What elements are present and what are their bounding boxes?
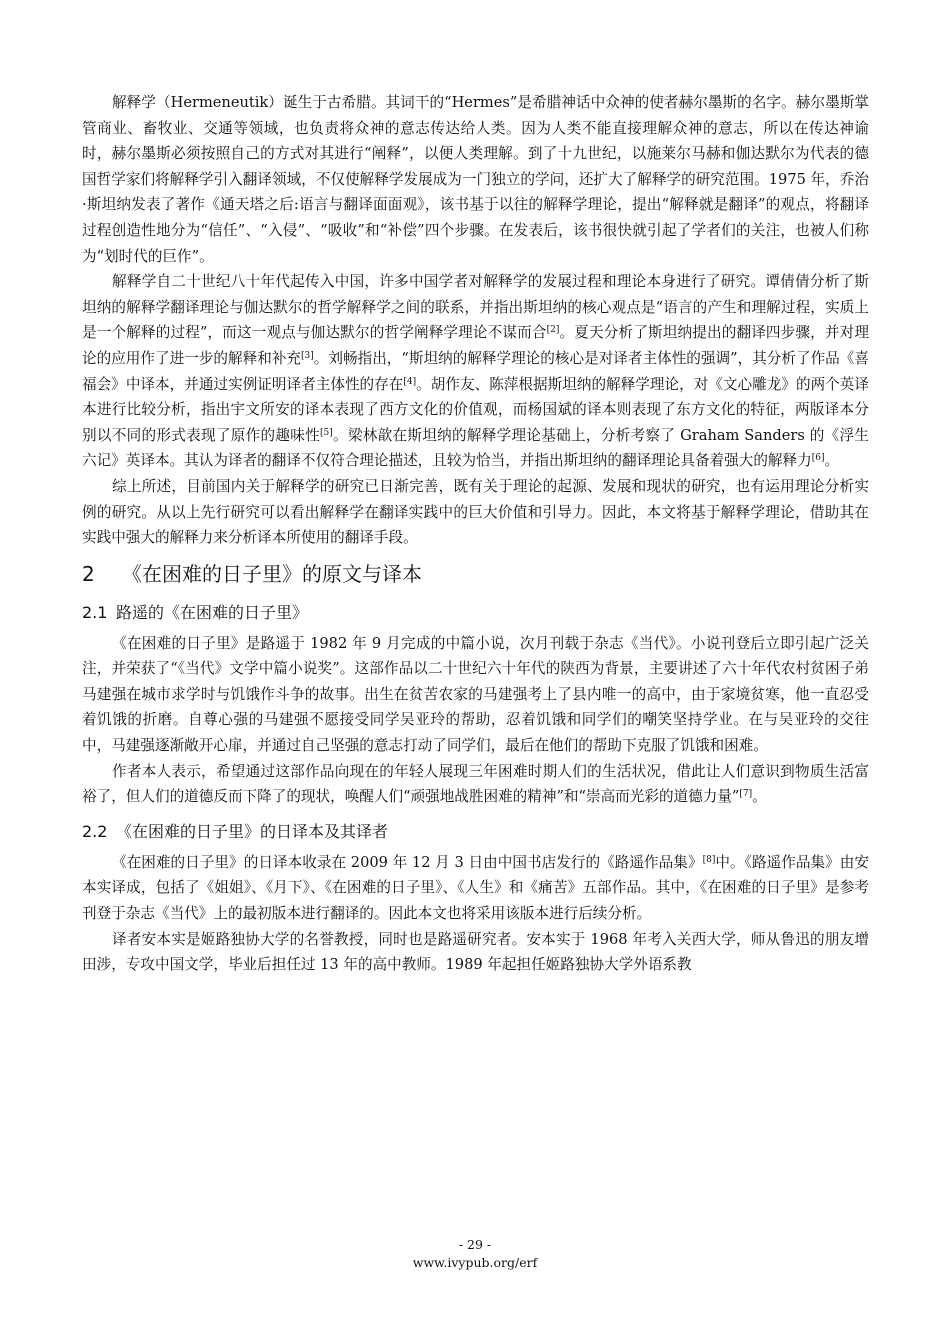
section-heading-2 <box>82 555 869 593</box>
subsection-heading-2-1 <box>82 595 869 631</box>
footer-url[interactable]: www.ivypub.org/erf <box>412 1255 538 1270</box>
paragraph-text: 作者本人表示，希望通过这部作品向现在的年轻人展现三年困难时期人们的生活状况，借此让人们意识到物质生活富裕了，但人们的道德反而下降了的现状，唤醒人们“顽强地战胜困难的精神”和“崇高而光彩的道德力量” <box>82 762 869 806</box>
paragraph-text: 。梁林歆在斯坦纳的解释学理论基础上，分析考察了 Graham Sanders 的《浮生六记》英译本。其认为译者的翻译不仅符合理论描述，且较为恰当，并指出斯坦纳的翻译理论具备着强大的解释力 <box>82 426 869 470</box>
section-2-2-paragraph-1 <box>82 850 869 927</box>
citation-4[interactable]: [4] <box>403 376 417 387</box>
intro-paragraph-3: 综上所述，目前国内关于解释学的研究已日渐完善，既有关于理论的起源、发展和现状的研究，也有运用理论分析实例的研究。从以上先行研究可以看出解释学在翻译实践中的巨大价值和引导力。因此，本文将基于解释学理论，借助其在实践中强大的解释力来分析译本所使用的翻译手段。 <box>82 477 869 547</box>
citation-5[interactable]: [5] <box>320 427 333 438</box>
section-2-1-paragraph-1: 《在困难的日子里》是路遥于 1982 年 9 月完成的中篇小说，次月刊载于杂志《当代》。小说刊登后立即引起广泛关注，并荣获了“《当代》文学中篇小说奖”。这部作品以二十世纪六十年代的陕西为背景，主要讲述了六十年代农村贫困子弟马建强在城市求学时与饥饿作斗争的故事。出生在贫苦农家的马建强考上了县内唯一的高中，由于家境贫寒，他一直忍受着饥饿的折磨。自尊心强的马建强不愿接受同学吴亚玲的帮助，忍着饥饿和同学们的嘲笑坚持学业。在与吴亚玲的交往中，马建强逐渐敞开心扉，并通过自己坚强的意志打动了同学们，最后在他们的帮助下克服了饥饿和困难。 <box>82 634 869 755</box>
subsection-number: 2.2 <box>82 821 108 841</box>
page-body <box>82 90 869 978</box>
paragraph-text: 。夏天分析了斯坦纳提出的翻译四步骤，并对理论的应用作了进一步的解释和补充 <box>82 324 869 367</box>
citation-6[interactable]: [6] <box>811 453 825 464</box>
intro-paragraph-2 <box>82 269 869 474</box>
citation-7[interactable]: [7] <box>739 789 753 800</box>
subsection-title: 路遥的《在困难的日子里》 <box>116 602 309 622</box>
section-2-2-paragraph-2: 译者安本实是姬路独协大学的名誉教授，同时也是路遥研究者。安本实于 1968 年考入关西大学，师从鲁迅的朋友增田涉，专攻中国文学，毕业后担任过 13 年的高中教师。1989 年起担任姬路独协大学外语系教 <box>82 930 869 974</box>
paragraph-text: 。 <box>752 788 767 806</box>
section-number: 2 <box>82 561 95 586</box>
subsection-number: 2.1 <box>82 602 108 622</box>
page-number: - 29 - <box>458 1237 492 1252</box>
citation-3[interactable]: [3] <box>301 350 314 361</box>
paragraph-text: 解释学自二十世纪八十年代起传入中国，许多中国学者对解释学的发展过程和理论本身进行了研究。谭倩倩分析了斯坦纳的解释学翻译理论与伽达默尔的哲学解释学之间的联系，并指出斯坦纳的核心观点是“语言的产生和理解过程，实质上是一个解释的过程”，而这一观点与伽达默尔的哲学阐释学理论不谋而合 <box>82 273 869 342</box>
paragraph-text: 。刘畅指出，“斯坦纳的解释学理论的核心是对译者主体性的强调”，其分析了作品《喜福会》中译本，并通过实例证明译者主体性的存在 <box>82 349 869 393</box>
paragraph-text: 中。《路遥作品集》由安本实译成，包括了《姐姐》、《月下》、《在困难的日子里》、《人生》和《痛苦》五部作品。其中，《在困难的日子里》是参考刊登于杂志《当代》上的最初版本进行翻译的。因此本文也将采用该版本进行后续分析。 <box>82 853 869 923</box>
intro-paragraph-1: 解释学（Hermeneutik）诞生于古希腊。其词干的“Hermes”是希腊神话中众神的使者赫尔墨斯的名字。赫尔墨斯掌管商业、畜牧业、交通等领域，也负责将众神的意志传达给人类。因为人类不能直接理解众神的意志，所以在传达神谕时，赫尔墨斯必须按照自己的方式对其进行“阐释”，以便人类理解。到了十九世纪，以施莱尔马赫和伽达默尔为代表的德国哲学家们将解释学引入翻译领域，不仅使解释学发展成为一门独立的学问，还扩大了解释学的研究范围。1975 年，乔治·斯坦纳发表了著作《通天塔之后:语言与翻译面面观》，该书基于以往的解释学理论，提出“解释就是翻译”的观点，将翻译过程创造性地分为“信任”、“入侵”、“吸收”和“补偿”四个步骤。在发表后，该书很快就引起了学者们的关注，也被人们称为“划时代的巨作”。 <box>82 94 869 265</box>
paragraph-text: 《在困难的日子里》的日译本收录在 2009 年 12 月 3 日由中国书店发行的《路遥作品集》 <box>112 853 703 871</box>
citation-8[interactable]: [8] <box>702 854 716 865</box>
citation-2[interactable]: [2] <box>546 325 560 336</box>
section-2-1-paragraph-2 <box>82 759 869 810</box>
paragraph-text: 。胡作友、陈萍根据斯坦纳的解释学理论，对《文心雕龙》的两个英译本进行比较分析，指出宇文所安的译本表现了西方文化的价值观，而杨国斌的译本则表现了东方文化的特征，两版译本分别以不同的形式表现了原作的趣味性 <box>82 375 869 444</box>
page-footer <box>0 1236 950 1272</box>
paragraph-text: 。 <box>824 452 840 470</box>
subsection-heading-2-2 <box>82 814 869 850</box>
section-title: 《在困难的日子里》的原文与译本 <box>122 561 422 586</box>
subsection-title: 《在困难的日子里》的日译本及其译者 <box>116 821 389 841</box>
